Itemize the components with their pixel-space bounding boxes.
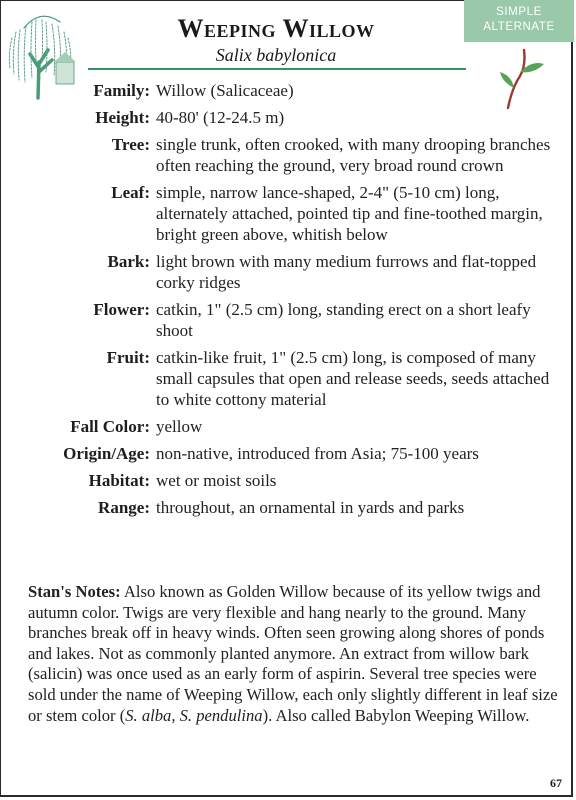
- notes-text-end: ). Also called Babylon Weeping Willow.: [262, 705, 530, 725]
- fact-row: [0, 134, 576, 176]
- fact-label: Tree:: [111, 135, 150, 154]
- fact-value: non-native, introduced from Asia; 75-100 years: [156, 444, 479, 463]
- fact-label: Bark:: [107, 252, 150, 271]
- fact-value: catkin, 1" (2.5 cm) long, standing erect on a short leafy shoot: [156, 300, 531, 340]
- fact-row: [0, 347, 576, 410]
- fact-label: Family:: [93, 81, 150, 100]
- leaf-type-line2: ALTERNATE: [483, 21, 555, 33]
- notes-italic-species: S. alba, S. pendulina: [125, 705, 263, 725]
- fact-label: Fall Color:: [70, 417, 150, 436]
- fact-row: [0, 299, 576, 341]
- fact-value: Willow (Salicaceae): [156, 81, 294, 100]
- fact-row: [0, 182, 576, 245]
- fact-value: 40-80' (12-24.5 m): [156, 108, 285, 127]
- fact-value: throughout, an ornamental in yards and parks: [156, 498, 465, 517]
- fact-label: Height:: [95, 108, 150, 127]
- fact-value: wet or moist soils: [156, 471, 277, 490]
- page-title: Weeping Willow: [177, 14, 375, 43]
- fact-row: [0, 416, 576, 437]
- notes-label: Stan's Notes:: [28, 582, 121, 601]
- leaf-type-line1: SIMPLE: [496, 6, 542, 18]
- fact-row: [0, 80, 576, 101]
- fact-row: [0, 470, 576, 491]
- fact-value: light brown with many medium furrows and flat-topped corky ridges: [156, 252, 537, 292]
- fact-row: [0, 251, 576, 293]
- page-header: [0, 0, 576, 80]
- fact-value: catkin-like fruit, 1" (2.5 cm) long, is composed of many small capsules that open and release seeds, seeds attached to white cottony material: [156, 348, 550, 409]
- fact-label: Habitat:: [88, 471, 150, 490]
- fact-value: single trunk, often crooked, with many drooping branches often reaching the ground, very broad round crown: [156, 135, 551, 175]
- stans-notes: [28, 582, 560, 726]
- fact-row: [0, 443, 576, 464]
- fact-label: Origin/Age:: [63, 444, 150, 463]
- header-divider: [88, 68, 466, 70]
- fact-row: [0, 497, 576, 518]
- fact-value: simple, narrow lance-shaped, 2-4" (5-10 cm) long, alternately attached, pointed tip and fine-toothed margin, bright green above, whitish below: [156, 183, 543, 244]
- fact-list: [0, 80, 576, 524]
- fact-label: Fruit:: [106, 348, 150, 367]
- fact-label: Leaf:: [111, 183, 150, 202]
- fact-label: Flower:: [93, 300, 150, 319]
- leaf-type-tab: [464, 0, 574, 42]
- page-number: 67: [550, 776, 562, 790]
- fact-row: [0, 107, 576, 128]
- scientific-name: Salix babylonica: [215, 45, 337, 65]
- fact-value: yellow: [156, 417, 203, 436]
- fact-label: Range:: [98, 498, 150, 517]
- notes-text: Also known as Golden Willow because of its yellow twigs and autumn color. Twigs are very flexible and hang nearly to the ground. Many branches break off in heavy winds. Often seen growing along shores of ponds and lakes. Not as commonly planted anymore. An extract from willow bark (salicin) was once used as an early form of aspirin. Several tree species were sold under the name of Weeping Willow, each only slightly different in leaf size or stem color (: [28, 582, 558, 725]
